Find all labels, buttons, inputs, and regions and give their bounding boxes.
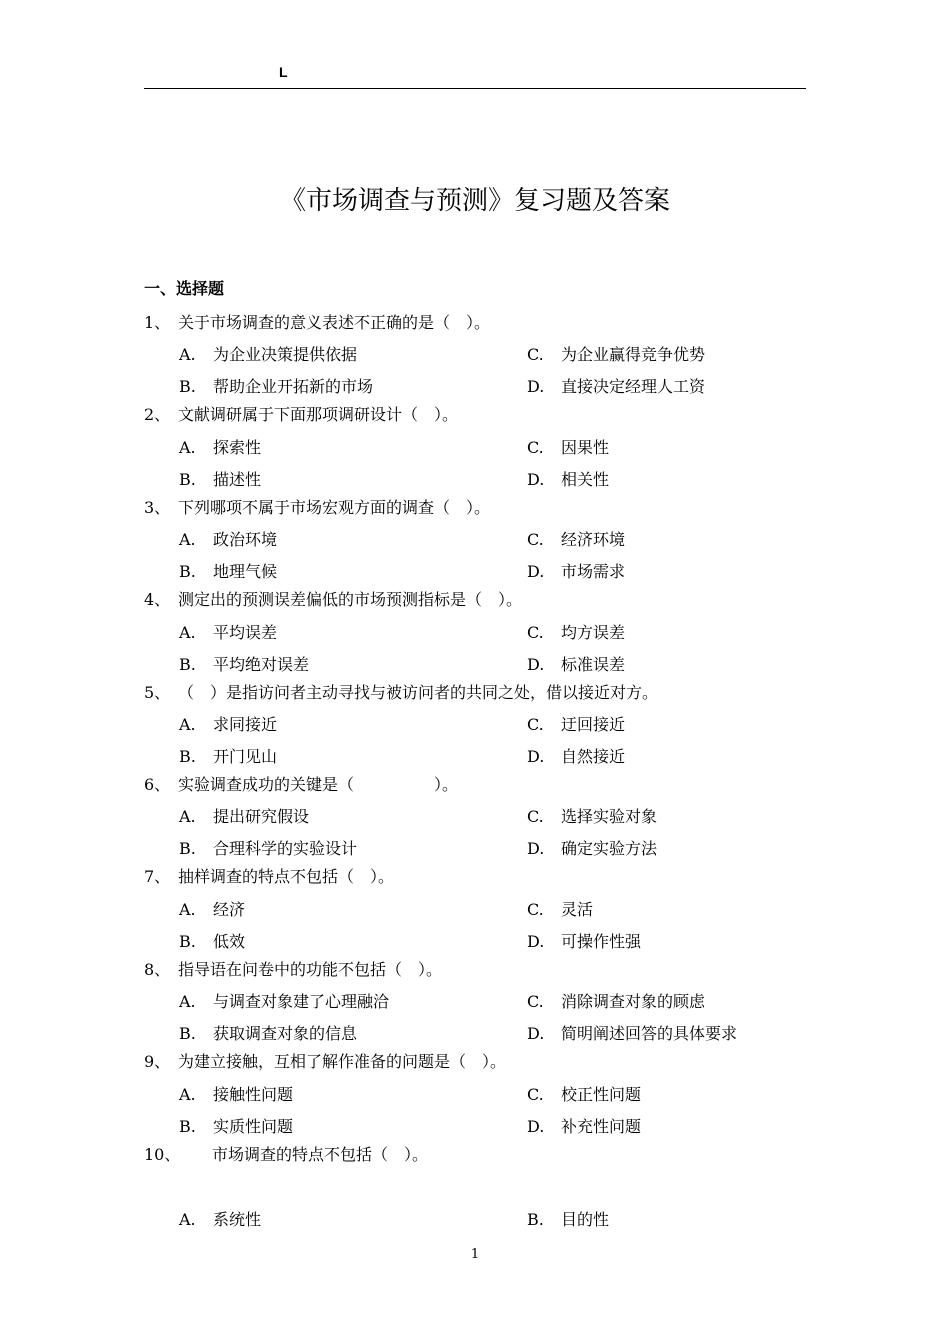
q5-option-d: D. 自然接近 xyxy=(527,747,626,766)
q4-option-a: A. 平均误差 xyxy=(179,623,278,642)
question-text: 抽样调查的特点不包括（ ）。 xyxy=(178,867,395,886)
section-heading: 一、选择题 xyxy=(144,279,225,298)
question-text: 市场调查的特点不包括（ ）。 xyxy=(212,1145,429,1164)
q9-option-c: C. 校正性问题 xyxy=(527,1085,642,1104)
q7-option-d: D. 可操作性强 xyxy=(527,932,642,951)
question-text: 下列哪项不属于市场宏观方面的调查（ ）。 xyxy=(178,498,491,517)
question-text: 实验调查成功的关键是（ ）。 xyxy=(178,775,459,794)
q10-option-a: A. 系统性 xyxy=(179,1210,262,1229)
q7-option-b: B. 低效 xyxy=(179,932,246,951)
q3-option-c: C. 经济环境 xyxy=(527,530,626,549)
q1-option-b: B. 帮助企业开拓新的市场 xyxy=(179,377,374,396)
question-text: 文献调研属于下面那项调研设计（ ）。 xyxy=(178,405,459,424)
question-number: 3、 xyxy=(144,498,171,517)
q4-option-c: C. 均方误差 xyxy=(527,623,626,642)
q8-option-d: D. 简明阐述回答的具体要求 xyxy=(527,1024,738,1043)
question-8 xyxy=(144,957,442,980)
question-1 xyxy=(144,310,490,333)
q7-option-a: A. 经济 xyxy=(179,900,246,919)
question-text: 为建立接触，互相了解作准备的问题是（ ）。 xyxy=(178,1052,507,1071)
q3-option-d: D. 市场需求 xyxy=(527,562,626,581)
q5-option-a: A. 求同接近 xyxy=(179,715,278,734)
q6-option-c: C. 选择实验对象 xyxy=(527,807,658,826)
question-10 xyxy=(144,1142,428,1165)
q1-option-d: D. 直接决定经理人工资 xyxy=(527,377,706,396)
question-3 xyxy=(144,495,490,518)
q4-option-d: D. 标准误差 xyxy=(527,655,626,674)
q5-option-b: B. 开门见山 xyxy=(179,747,278,766)
question-number: 2、 xyxy=(144,405,171,424)
question-2 xyxy=(144,402,458,425)
q3-option-b: B. 地理气候 xyxy=(179,562,278,581)
question-number: 4、 xyxy=(144,590,171,609)
q8-option-b: B. 获取调查对象的信息 xyxy=(179,1024,358,1043)
q2-option-c: C. 因果性 xyxy=(527,438,610,457)
question-7 xyxy=(144,864,394,887)
q2-option-a: A. 探索性 xyxy=(179,438,262,457)
header-mark: L xyxy=(279,64,287,80)
q9-option-d: D. 补充性问题 xyxy=(527,1117,642,1136)
question-number: 7、 xyxy=(144,867,171,886)
question-text: 指导语在问卷中的功能不包括（ ）。 xyxy=(178,960,443,979)
question-number: 10、 xyxy=(144,1145,181,1164)
q5-option-c: C. 迂回接近 xyxy=(527,715,626,734)
q1-option-a: A. 为企业决策提供依据 xyxy=(179,345,358,364)
q10-option-b: B. 目的性 xyxy=(527,1210,610,1229)
question-number: 1、 xyxy=(144,313,171,332)
q6-option-d: D. 确定实验方法 xyxy=(527,839,658,858)
header-rule xyxy=(144,88,806,89)
q2-option-b: B. 描述性 xyxy=(179,470,262,489)
question-text: 测定出的预测误差偏低的市场预测指标是（ ）。 xyxy=(178,590,523,609)
question-6 xyxy=(144,772,458,795)
question-text: 关于市场调查的意义表述不正确的是（ ）。 xyxy=(178,313,491,332)
q6-option-a: A. 提出研究假设 xyxy=(179,807,310,826)
q8-option-c: C. 消除调查对象的顾虑 xyxy=(527,992,706,1011)
q6-option-b: B. 合理科学的实验设计 xyxy=(179,839,358,858)
question-text: （ ）是指访问者主动寻找与被访问者的共同之处，借以接近对方。 xyxy=(178,683,659,702)
question-number: 6、 xyxy=(144,775,171,794)
q8-option-a: A. 与调查对象建了心理融洽 xyxy=(179,992,390,1011)
page-number: 1 xyxy=(470,1247,480,1262)
question-number: 5、 xyxy=(144,683,171,702)
q9-option-a: A. 接触性问题 xyxy=(179,1085,294,1104)
question-9 xyxy=(144,1049,506,1072)
q3-option-a: A. 政治环境 xyxy=(179,530,278,549)
q2-option-d: D. 相关性 xyxy=(527,470,610,489)
q4-option-b: B. 平均绝对误差 xyxy=(179,655,310,674)
question-5 xyxy=(144,680,658,703)
question-number: 8、 xyxy=(144,960,171,979)
document-title: 《市场调查与预测》复习题及答案 xyxy=(279,186,670,216)
question-number: 9、 xyxy=(144,1052,171,1071)
q9-option-b: B. 实质性问题 xyxy=(179,1117,294,1136)
q7-option-c: C. 灵活 xyxy=(527,900,594,919)
q1-option-c: C. 为企业赢得竞争优势 xyxy=(527,345,706,364)
question-4 xyxy=(144,587,522,610)
